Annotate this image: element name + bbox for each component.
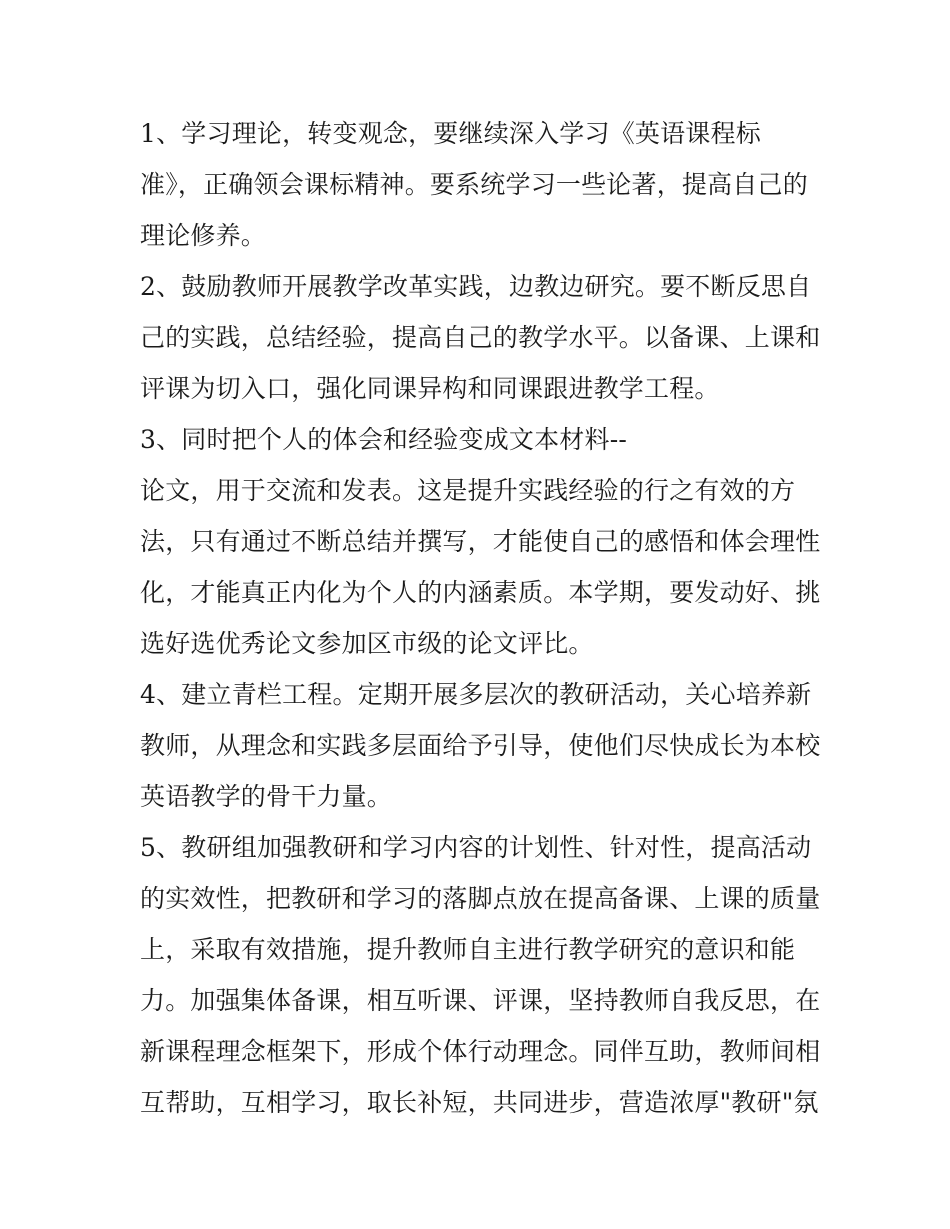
text-line-9: 法，只有通过不断总结并撰写，才能使自己的感悟和体会理性 [140,527,821,556]
text-line-5: 己的实践，总结经验，提高自己的教学水平。以备课、上课和 [140,323,821,352]
text-line-19: 新课程理念框架下，形成个体行动理念。同伴互助，教师间相 [140,1037,821,1066]
text-line-2: 准》，正确领会课标精神。要系统学习一些论著，提高自己的 [140,170,808,199]
text-line-12: 4、建立青栏工程。定期开展多层次的教研活动，关心培养新 [140,680,812,709]
text-line-6: 评课为切入口，强化同课异构和同课跟进教学工程。 [140,374,720,403]
text-line-20: 互帮助，互相学习，取长补短，共同进步，营造浓厚"教研"氛 [140,1088,819,1117]
text-line-18: 力。加强集体备课，相互听课、评课，坚持教师自我反思，在 [140,986,821,1015]
text-line-16: 的实效性，把教研和学习的落脚点放在提高备课、上课的质量 [140,884,821,913]
text-line-8: 论文，用于交流和发表。这是提升实践经验的行之有效的方 [140,476,796,505]
text-line-14: 英语教学的骨干力量。 [140,782,393,811]
text-line-4: 2、鼓励教师开展教学改革实践，边教边研究。要不断反思自 [140,272,812,301]
text-line-7: 3、同时把个人的体会和经验变成文本材料-- [140,425,628,454]
text-line-11: 选好选优秀论文参加区市级的论文评比。 [140,629,594,658]
text-line-15: 5、教研组加强教研和学习内容的计划性、针对性，提高活动 [140,833,812,862]
text-line-3: 理论修养。 [140,221,267,250]
text-line-13: 教师，从理念和实践多层面给予引导，使他们尽快成长为本校 [140,731,821,760]
text-line-10: 化，才能真正内化为个人的内涵素质。本学期，要发动好、挑 [140,578,821,607]
text-line-17: 上，采取有效措施，提升教师自主进行教学研究的意识和能 [140,935,796,964]
document-body [140,108,820,1128]
text-line-1: 1、学习理论，转变观念，要继续深入学习《英语课程标 [140,119,761,148]
